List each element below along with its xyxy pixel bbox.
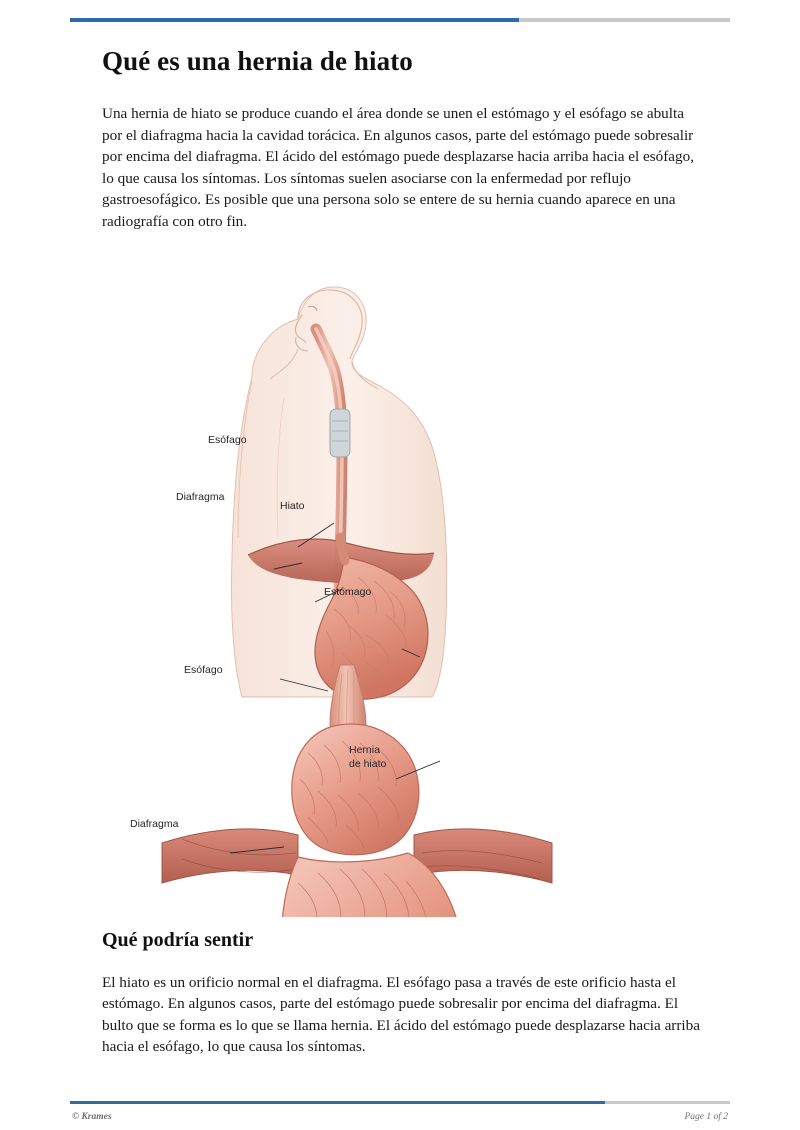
label-lower-hernia-2: de hiato xyxy=(349,757,387,770)
anatomy-illustration xyxy=(102,257,702,917)
section-heading: Qué podría sentir xyxy=(102,928,254,951)
document-content xyxy=(102,46,702,1058)
label-lower-esofago: Esófago xyxy=(184,663,223,676)
label-upper-diafragma: Diafragma xyxy=(176,490,225,503)
section-paragraph: El hiato es un orificio normal en el diafragma. El esófago pasa a través de este orificio hasta el estómago. En algunos casos, parte del estómago puede sobresalir por encima del diafragma. El bulto que se forma es lo que se llama hernia. El ácido del estómago puede desplazarse hacia arriba hacia el esófago, lo que causa los síntomas. xyxy=(102,973,700,1056)
page-title: Qué es una hernia de hiato xyxy=(102,46,413,76)
intro-paragraph: Una hernia de hiato se produce cuando el área donde se unen el estómago y el esófago se abulta por el diafragma hacia la cavidad torácica. En algunos casos, parte del estómago puede sobresalir por encima del diafragma. El ácido del estómago puede desplazarse hacia arriba hacia el esófago, lo que causa los síntomas. Los síntomas suelen asociarse con la enfermedad por reflujo gastroesofágico. Es posible que una persona solo se entere de su hernia cuando aparece en una radiografía con otro fin. xyxy=(102,105,695,230)
label-upper-estomago: Estómago xyxy=(324,585,372,598)
header-rule-accent xyxy=(70,18,519,22)
header-rule xyxy=(70,18,730,22)
label-upper-hiato: Hiato xyxy=(280,499,305,512)
footer-rule xyxy=(70,1101,730,1104)
label-upper-esofago: Esófago xyxy=(208,433,247,446)
label-lower-hernia-1: Hernia xyxy=(349,743,380,756)
footer-copyright: © Krames xyxy=(72,1112,112,1122)
footer-page-number: Page 1 of 2 xyxy=(684,1112,728,1122)
label-lower-diafragma: Diafragma xyxy=(130,817,179,830)
anatomy-figure xyxy=(102,257,702,917)
footer-rule-accent xyxy=(70,1101,605,1104)
